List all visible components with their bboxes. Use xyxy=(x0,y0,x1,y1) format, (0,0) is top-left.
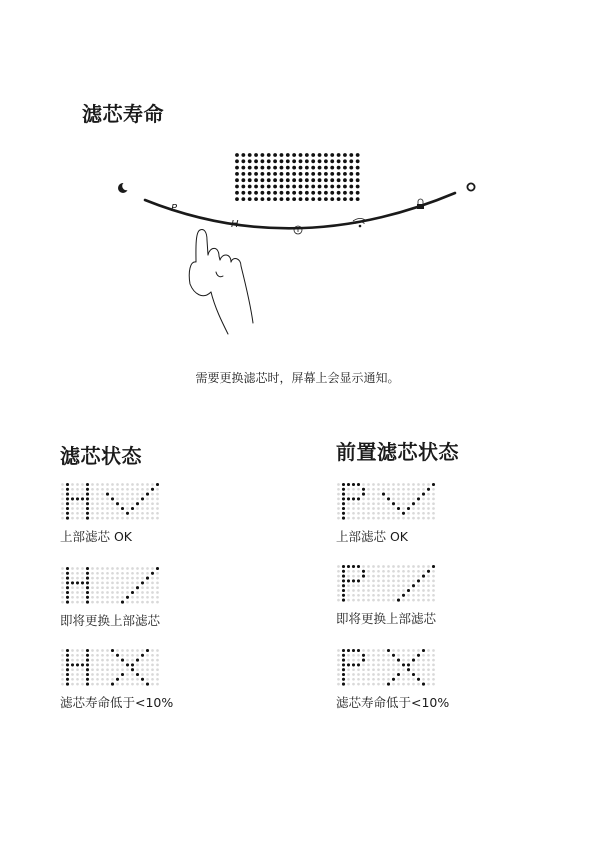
pre-filter-status-low xyxy=(336,648,556,712)
display-dot-matrix xyxy=(235,153,359,201)
filter-status-replace-soon-label: 即将更换上部滤芯 xyxy=(60,613,161,628)
pre-filter-status-ok-dot-panel xyxy=(336,482,436,520)
filter-status-ok xyxy=(60,482,280,546)
filter-status-low-dot-panel xyxy=(60,648,160,686)
lock-icon xyxy=(417,199,424,209)
filter-life-caption: 需要更换滤芯时，屏幕上会显示通知。 xyxy=(195,371,400,385)
pre-filter-status-replace-soon-label: 即将更换上部滤芯 xyxy=(336,611,437,626)
filter-status-low xyxy=(60,648,280,712)
pre-filter-status-replace-soon-dot-panel xyxy=(336,564,436,602)
panel-letter-p: P xyxy=(171,203,178,214)
pre-filter-status-ok xyxy=(336,482,556,546)
filter-life-title: 滤芯寿命 xyxy=(82,102,164,126)
filter-life-diagram xyxy=(100,140,500,350)
pre-filter-status-low-dot-panel xyxy=(336,648,436,686)
pre-filter-status-ok-label: 上部滤芯 OK xyxy=(336,529,409,544)
pre-filter-status-title: 前置滤芯状态 xyxy=(336,440,459,464)
pre-filter-status-replace-soon xyxy=(336,564,556,628)
filter-status-low-label: 滤芯寿命低于<10% xyxy=(60,695,174,710)
filter-status-ok-label: 上部滤芯 OK xyxy=(60,529,133,544)
filter-status-replace-soon-dot-panel xyxy=(60,566,160,604)
panel-letter-h: H xyxy=(231,219,239,230)
pre-filter-status-low-label: 滤芯寿命低于<10% xyxy=(336,695,450,710)
hand-pointing-icon xyxy=(189,229,253,334)
moon-icon xyxy=(118,182,131,193)
filter-status-title: 滤芯状态 xyxy=(60,444,142,468)
power-ring-icon xyxy=(467,183,474,190)
filter-status-replace-soon xyxy=(60,566,280,630)
filter-status-ok-dot-panel xyxy=(60,482,160,520)
